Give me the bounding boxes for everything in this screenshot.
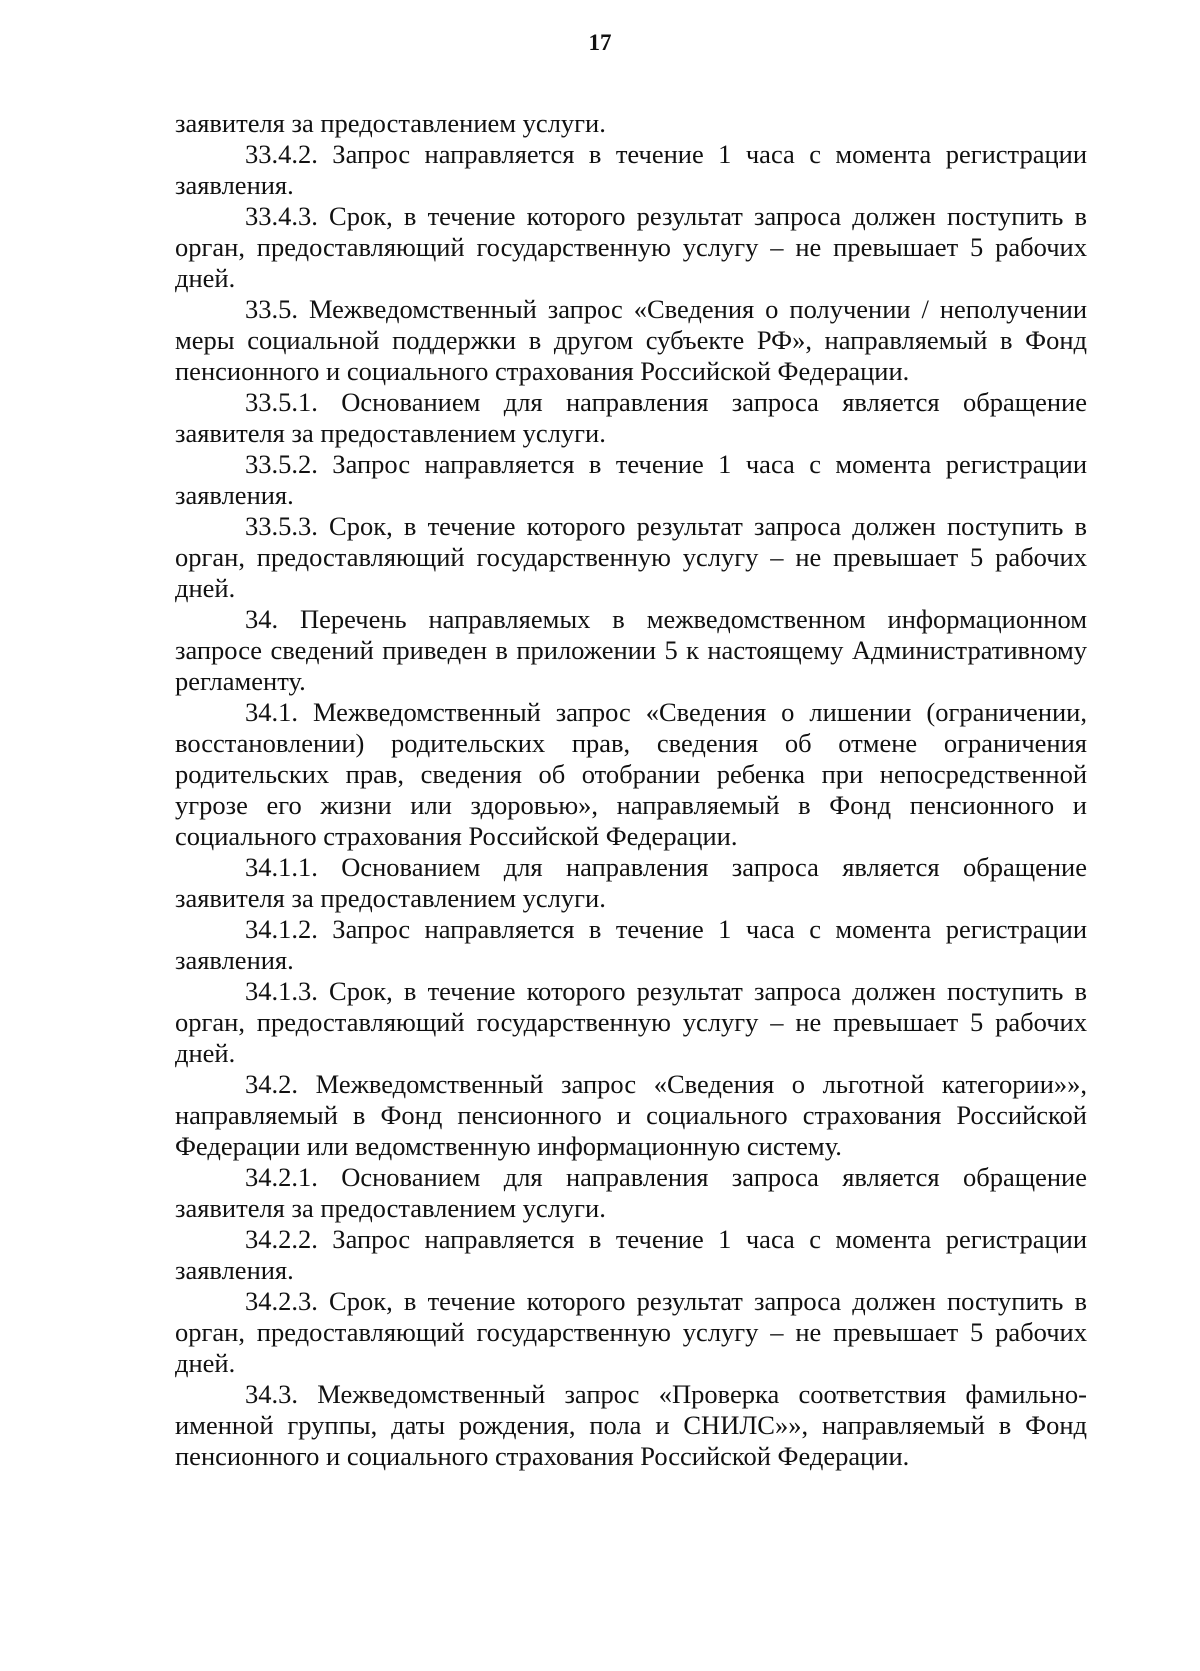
paragraph: 34.2.3. Срок, в течение которого результат запроса должен поступить в орган, предоставляющий государственную услугу – не превышает 5 рабочих дней. [175,1286,1087,1378]
paragraph: 33.4.2. Запрос направляется в течение 1 часа с момента регистрации заявления. [175,139,1087,200]
paragraph: 33.5. Межведомственный запрос «Сведения о получении / неполучении меры социальной поддержки в другом субъекте РФ», направляемый в Фонд пенсионного и социального страхования Российской Федерации. [175,294,1087,386]
paragraph: 33.5.3. Срок, в течение которого результат запроса должен поступить в орган, предоставляющий государственную услугу – не превышает 5 рабочих дней. [175,511,1087,603]
paragraph: 34.2.1. Основанием для направления запроса является обращение заявителя за предоставлением услуги. [175,1162,1087,1223]
paragraph: 34.2.2. Запрос направляется в течение 1 часа с момента регистрации заявления. [175,1224,1087,1285]
paragraph: 34.1.1. Основанием для направления запроса является обращение заявителя за предоставлением услуги. [175,852,1087,913]
paragraph: 34.1.2. Запрос направляется в течение 1 часа с момента регистрации заявления. [175,914,1087,975]
paragraph: заявителя за предоставлением услуги. [175,108,606,138]
document-body [175,108,1087,1472]
paragraph: 34.2. Межведомственный запрос «Сведения о льготной категории»», направляемый в Фонд пенсионного и социального страхования Российской Федерации или ведомственную информационную систему. [175,1069,1087,1161]
paragraph: 33.5.1. Основанием для направления запроса является обращение заявителя за предоставлением услуги. [175,387,1087,448]
paragraph: 34. Перечень направляемых в межведомственном информационном запросе сведений приведен в приложении 5 к настоящему Административному регламенту. [175,604,1087,696]
paragraph: 33.5.2. Запрос направляется в течение 1 часа с момента регистрации заявления. [175,449,1087,510]
paragraph: 33.4.3. Срок, в течение которого результат запроса должен поступить в орган, предоставляющий государственную услугу – не превышает 5 рабочих дней. [175,201,1087,293]
paragraph: 34.3. Межведомственный запрос «Проверка соответствия фамильно-именной группы, даты рождения, пола и СНИЛС»», направляемый в Фонд пенсионного и социального страхования Российской Федерации. [175,1379,1087,1471]
paragraph: 34.1. Межведомственный запрос «Сведения о лишении (ограничении, восстановлении) родительских прав, сведения об отмене ограничения родительских прав, сведения об отобрании ребенка при непосредственной угрозе его жизни или здоровью», направляемый в Фонд пенсионного и социального страхования Российской Федерации. [175,697,1087,851]
paragraph: 34.1.3. Срок, в течение которого результат запроса должен поступить в орган, предоставляющий государственную услугу – не превышает 5 рабочих дней. [175,976,1087,1068]
page-number: 17 [588,30,612,55]
